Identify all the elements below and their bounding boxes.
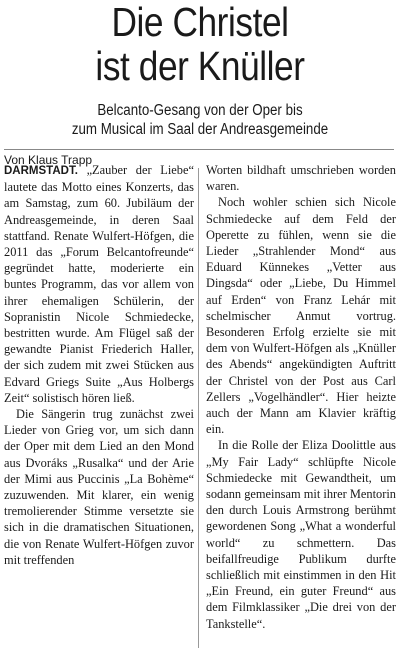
- column-divider: [198, 168, 199, 648]
- byline-rule: [4, 149, 394, 150]
- subheadline-line-1: Belcanto-Gesang von der Oper bis: [97, 102, 303, 119]
- dateline: DARMSTADT.: [4, 165, 78, 177]
- headline-line-2: ist der Knüller: [95, 43, 305, 89]
- paragraph: In die Rolle der Eliza Doolittle aus „My Fair Lady“ schlüpfte Nicole Schmiedecke mit Gewandtheit, um sodann gemeinsam mit ihrer Mentorin den durch Louis Armstrong berühmt gewordenen Song „What a wonderful world“ zu schmettern. Das beifallfreudige Publikum durfte schließlich mit einstimmen in den Hit „Ein Freund, ein guter Freund“ aus dem Filmklassiker „Die drei von der Tankstelle“.: [206, 438, 396, 631]
- paragraph: Die Sängerin trug zunächst zwei Lieder von Grieg vor, um sich dann der Oper mit dem Lied an den Mond aus Dvoráks „Rusalka“ und der Arie der Mimi aus Puccinis „La Bohème“ zuzuwenden. Mit klarer, ein wenig tremolierender Stimme versetzte sie sich in die dramatischen Situationen, die von Renate Wulfert-Höfgen zuvor mit treffenden: [4, 407, 194, 567]
- headline-line-1: Die Christel: [111, 0, 289, 45]
- paragraph: Noch wohler schien sich Nicole Schmiedecke auf dem Feld der Operette zu fühlen, wenn sie die Lieder „Strahlender Mond“ aus Eduard Künnekes „Vetter aus Dingsda“ oder „Liebe, Du Himmel auf Erden“ von Franz Lehár mit schelmischer Anmut vortrug. Besonderen Erfolg erzielte sie mit dem von Wulfert-Höfgen als „Knüller des Abends“ angekündigten Auftritt der Christel von der Post aus Carl Zellers „Vogelhändler“. Hier heizte auch der Mann am Klavier kräftig ein.: [206, 195, 396, 437]
- byline: Von Klaus Trapp: [4, 153, 93, 167]
- text-column-1: [4, 162, 194, 568]
- paragraph-text: „Zauber der Liebe“ lautete das Motto eines Konzerts, das am Samstag, zum 60. Jubiläum der Andreasgemeinde, in deren Saal stattfand. Renate Wulfert-Höfgen, die 2011 das „Forum Belcantofreunde“ gegründet hatte, moderierte ein buntes Programm, das vor allem von ihrer ehemaligen Schülerin, der Sopranistin Nicole Schmiedecke, bestritten wurde. Am Flügel saß der gewandte Pianist Friederich Haller, der sich zudem mit zwei Stücken aus Edvard Griegs Suite „Aus Holbergs Zeit“ solistisch hören ließ.: [4, 163, 194, 405]
- paragraph: [4, 162, 194, 406]
- subheadline-line-2: zum Musical im Saal der Andreasgemeinde: [71, 121, 329, 138]
- subheadline: [28, 101, 372, 139]
- text-column-2: [206, 162, 396, 632]
- paragraph: Worten bildhaft umschrieben worden waren.: [206, 163, 396, 194]
- headline: [28, 0, 372, 88]
